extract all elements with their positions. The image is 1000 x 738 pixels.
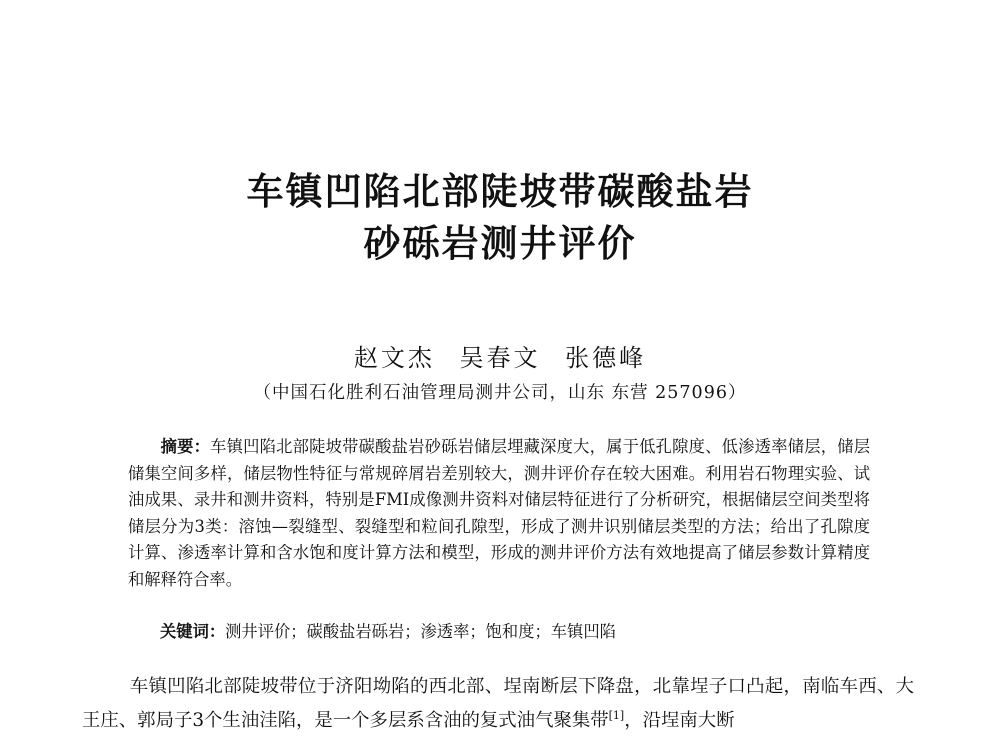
body-text-continued: ，沿埕南大断 [624, 710, 735, 731]
citation-reference[interactable]: [1] [608, 708, 625, 722]
body-text-start: 车镇凹陷北部陡坡带位于济阳坳陷的西北部、埕南断层下降盘，北靠埕子口凸起，南临车西、大王庄、郭局子3个生油洼陷，是一个多层系含油的复式油气聚集带 [82, 676, 914, 731]
paper-title-line-2: 砂砾岩测井评价 [363, 222, 637, 265]
abstract [128, 434, 870, 593]
author-affiliation: （中国石化胜利石油管理局测井公司，山东 东营 257096） [253, 383, 747, 403]
keywords [160, 620, 870, 644]
body-paragraph [82, 670, 914, 738]
author-list: 赵文杰 吴春文 张德峰 [353, 344, 647, 372]
abstract-text: 车镇凹陷北部陡坡带碳酸盐岩砂砾岩储层埋藏深度大，属于低孔隙度、低渗透率储层，储层储集空间多样，储层物性特征与常规碎屑岩差别较大，测井评价存在较大困难。利用岩石物理实验、试油成果、录井和测井资料，特别是FMI成像测井资料对储层特征进行了分析研究，根据储层空间类型将储层分为3类：溶蚀—裂缝型、裂缝型和粒间孔隙型，形成了测井识别储层类型的方法；给出了孔隙度计算、渗透率计算和含水饱和度计算方法和模型，形成的测井评价方法有效地提高了储层参数计算精度和解释符合率。 [128, 437, 870, 589]
keywords-label: 关键词： [160, 622, 226, 641]
abstract-label: 摘要： [160, 437, 211, 456]
keywords-text: 测井评价；碳酸盐岩砾岩；渗透率；饱和度；车镇凹陷 [225, 622, 616, 641]
paper-title-line-1: 车镇凹陷北部陡坡带碳酸盐岩 [246, 170, 754, 213]
